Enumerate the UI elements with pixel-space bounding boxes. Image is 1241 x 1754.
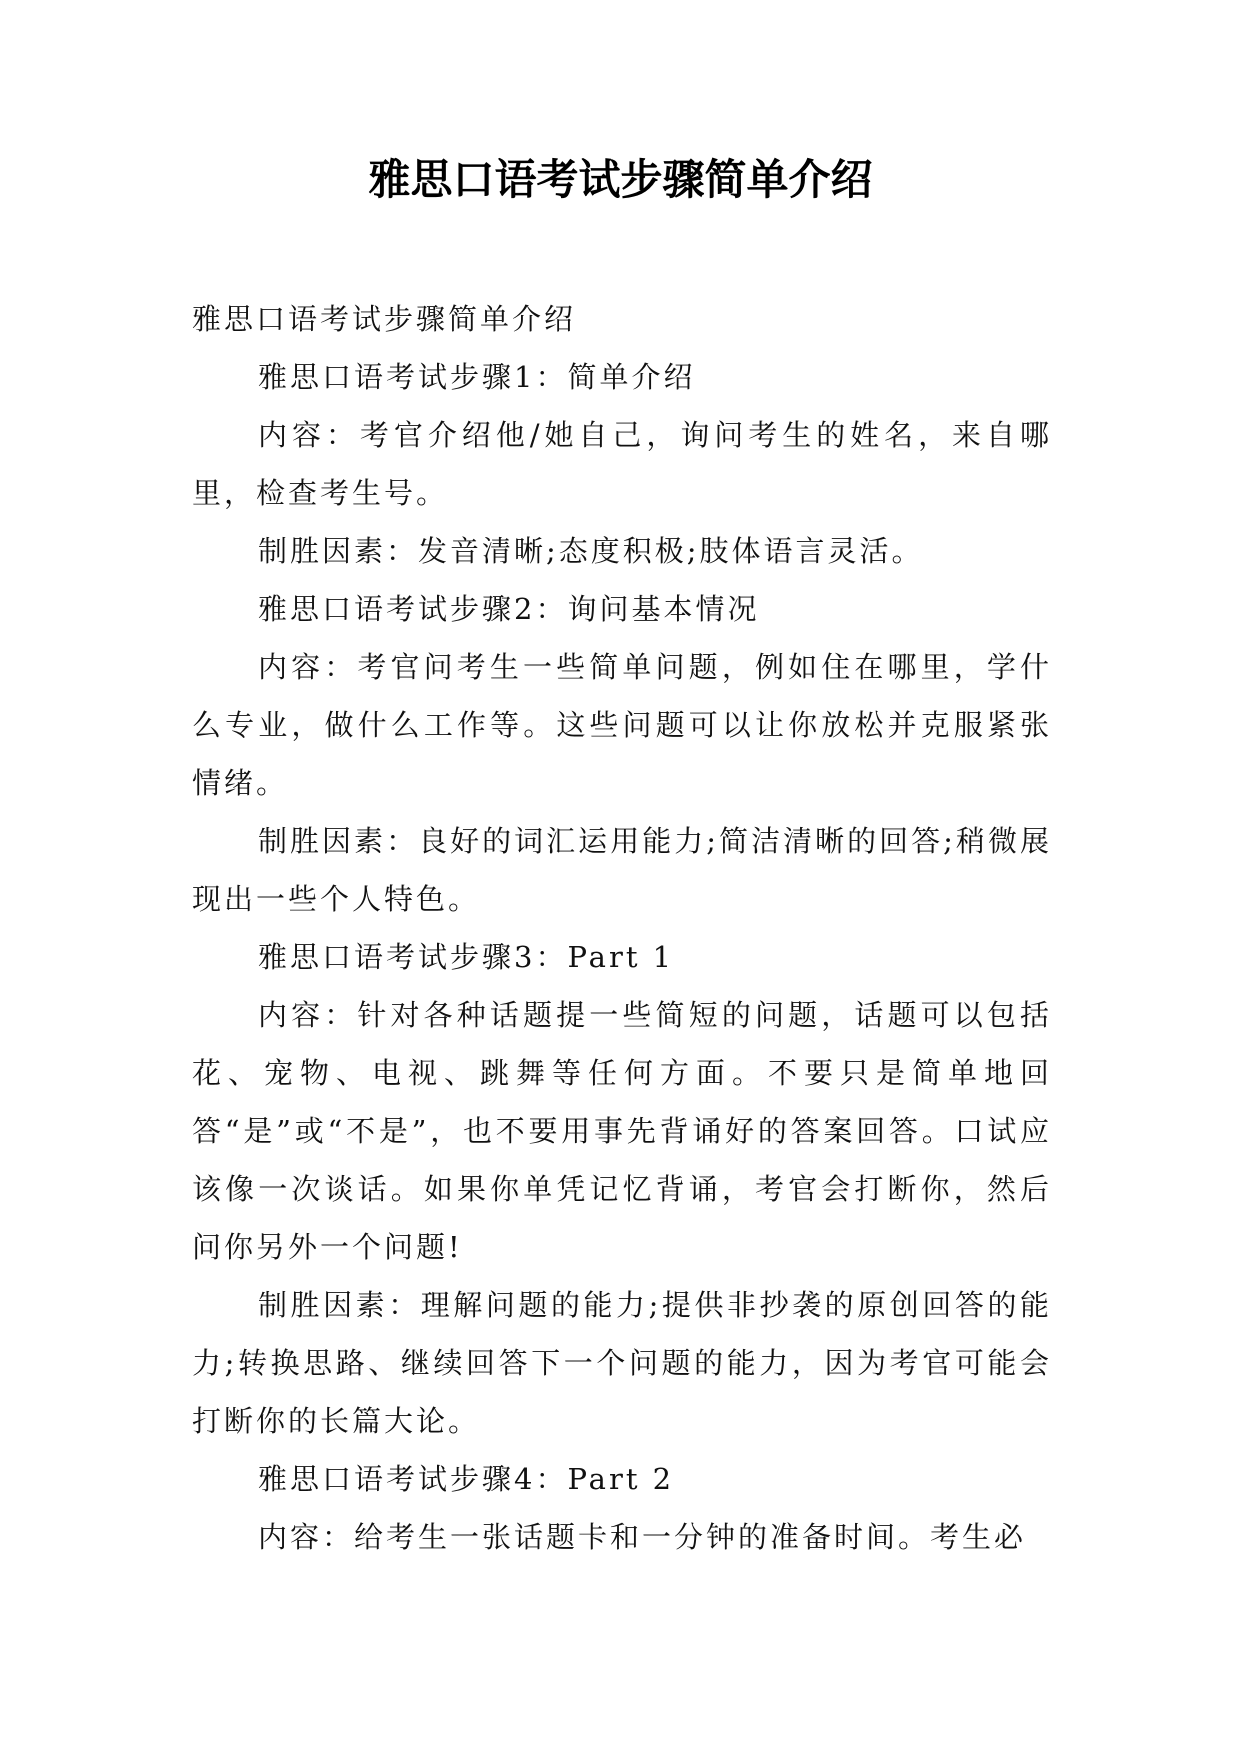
document-body	[192, 290, 1052, 1566]
paragraph-step3-content: 内容：针对各种话题提一些简短的问题，话题可以包括花、宠物、电视、跳舞等任何方面。不要只是简单地回答“是”或“不是”，也不要用事先背诵好的答案回答。口试应该像一次谈话。如果你单凭记忆背诵，考官会打断你，然后问你另外一个问题!	[192, 998, 1052, 1264]
paragraph-step1-heading: 雅思口语考试步骤1：简单介绍	[258, 360, 696, 394]
paragraph-step2-factors: 制胜因素：良好的词汇运用能力;简洁清晰的回答;稍微展现出一些个人特色。	[192, 824, 1052, 916]
paragraph-step4-heading: 雅思口语考试步骤4：Part 2	[258, 1462, 675, 1496]
paragraph-step2-content: 内容：考官问考生一些简单问题，例如住在哪里，学什么专业，做什么工作等。这些问题可以让你放松并克服紧张情绪。	[192, 650, 1052, 800]
paragraph-step1-content: 内容：考官介绍他/她自己，询问考生的姓名，来自哪里，检查考生号。	[192, 418, 1052, 510]
paragraph-intro-heading: 雅思口语考试步骤简单介绍	[192, 302, 577, 336]
paragraph-step4-content: 内容：给考生一张话题卡和一分钟的准备时间。考生必	[258, 1520, 1027, 1554]
paragraph-step3-factors: 制胜因素：理解问题的能力;提供非抄袭的原创回答的能力;转换思路、继续回答下一个问题的能力，因为考官可能会打断你的长篇大论。	[192, 1288, 1052, 1438]
paragraph-step2-heading: 雅思口语考试步骤2：询问基本情况	[258, 592, 760, 626]
paragraph-step1-factors: 制胜因素：发音清晰;态度积极;肢体语言灵活。	[258, 534, 924, 568]
document-title: 雅思口语考试步骤简单介绍	[368, 155, 873, 204]
paragraph-step3-heading: 雅思口语考试步骤3：Part 1	[258, 940, 675, 974]
